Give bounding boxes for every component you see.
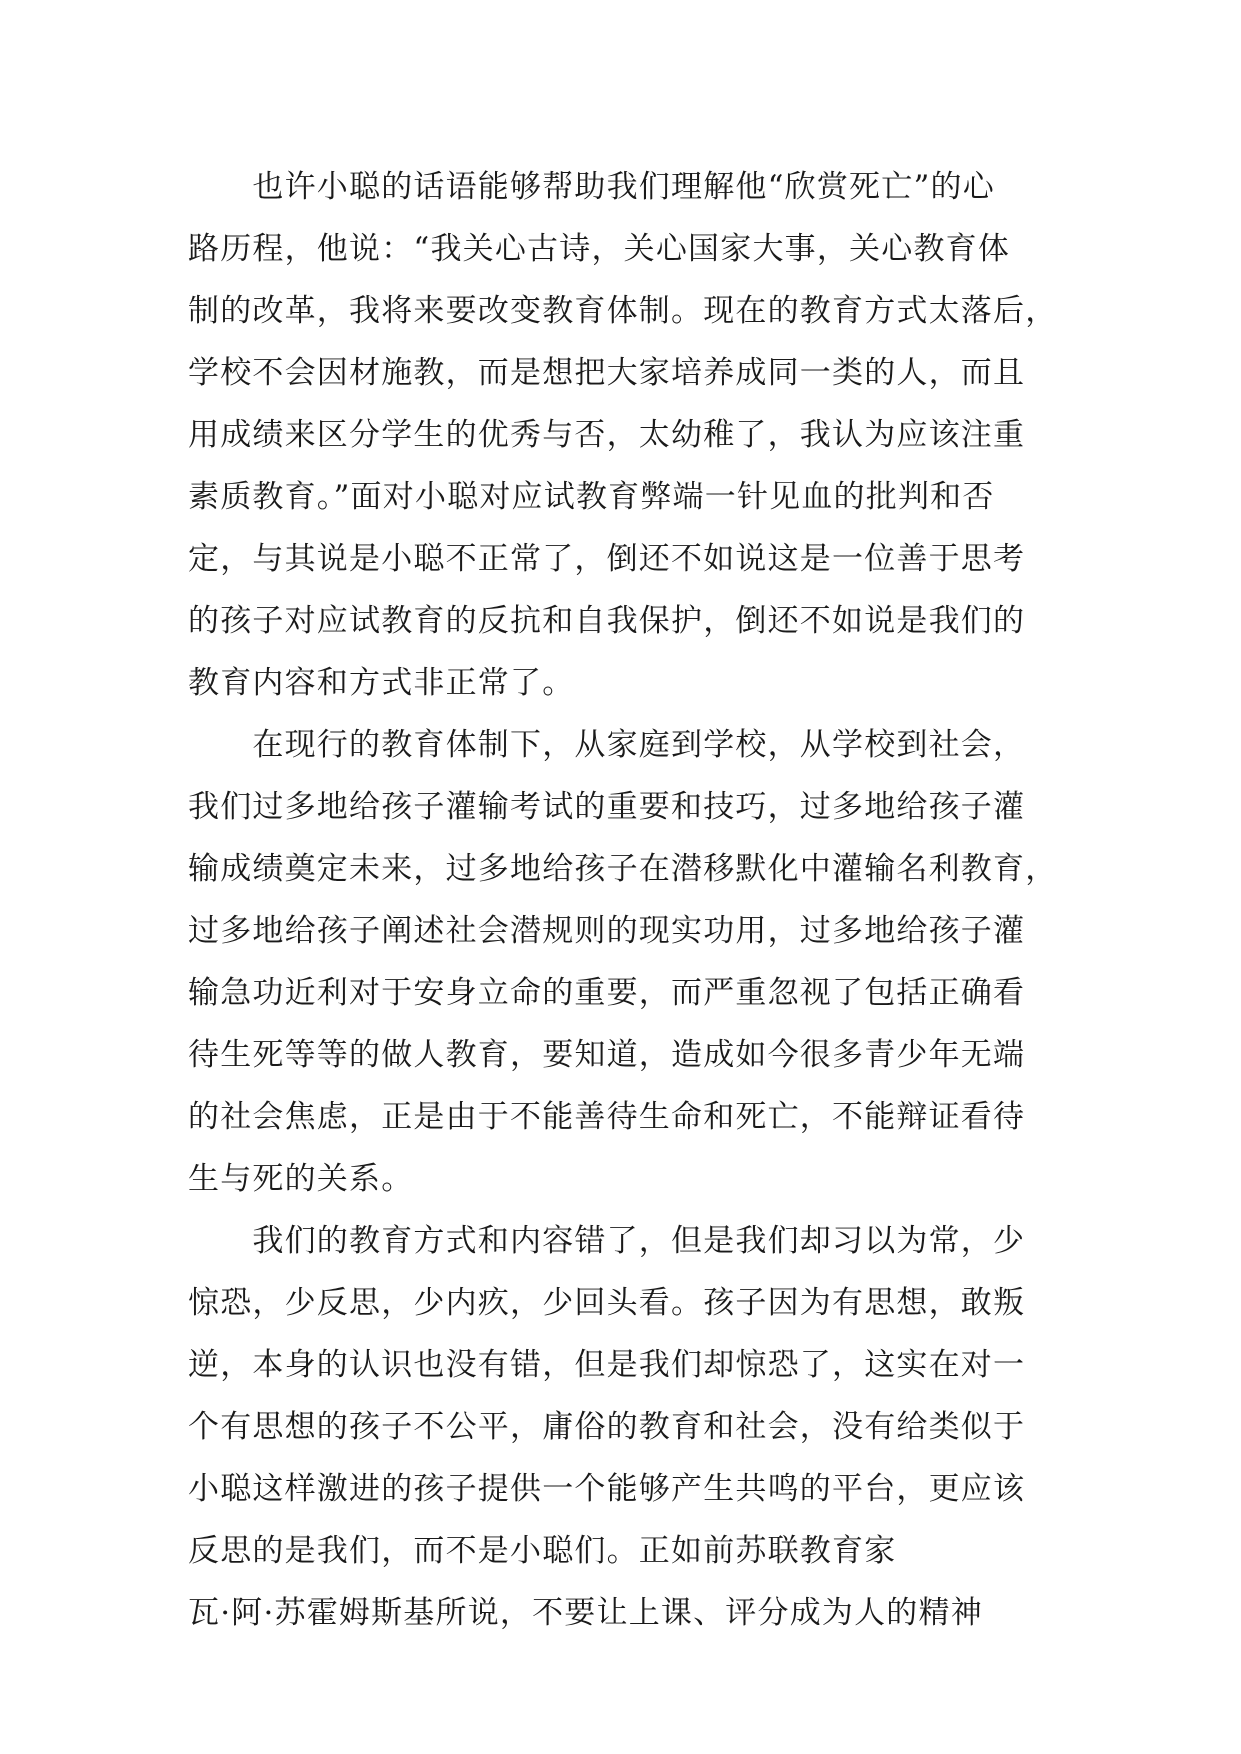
text-line: 输急功近利对于安身立命的重要，而严重忽视了包括正确看 — [188, 975, 1026, 1011]
text-line: 的社会焦虑，正是由于不能善待生命和死亡，不能辩证看待 — [188, 1099, 1026, 1135]
text-line: 过多地给孩子阐述社会潜规则的现实功用，过多地给孩子灌 — [188, 913, 1026, 949]
text-line: 学校不会因材施教，而是想把大家培养成同一类的人，而且 — [188, 355, 1026, 391]
text-line: 用成绩来区分学生的优秀与否，太幼稚了，我认为应该注重 — [188, 417, 1026, 453]
text-line: 个有思想的孩子不公平，庸俗的教育和社会，没有给类似于 — [188, 1409, 1026, 1445]
text-line: 的孩子对应试教育的反抗和自我保护，倒还不如说是我们的 — [188, 603, 1026, 639]
text-line: 瓦·阿·苏霍姆斯基所说，不要让上课、评分成为人的精神 — [188, 1595, 983, 1631]
text-line: 小聪这样激进的孩子提供一个能够产生共鸣的平台，更应该 — [188, 1471, 1026, 1507]
text-line: 路历程，他说：“我关心古诗，关心国家大事，关心教育体 — [188, 231, 1011, 267]
text-line: 惊恐，少反思，少内疚，少回头看。孩子因为有思想，敢叛 — [188, 1285, 1026, 1321]
text-line: 也许小聪的话语能够帮助我们理解他“欣赏死亡”的心 — [188, 169, 995, 205]
text-line: 生与死的关系。 — [188, 1161, 414, 1197]
text-line: 输成绩奠定未来，过多地给孩子在潜移默化中灌输名利教育， — [188, 851, 1058, 887]
text-line: 我们过多地给孩子灌输考试的重要和技巧，过多地给孩子灌 — [188, 789, 1026, 825]
text-line: 教育内容和方式非正常了。 — [188, 665, 575, 701]
text-line: 待生死等等的做人教育，要知道，造成如今很多青少年无端 — [188, 1037, 1026, 1073]
text-line: 定，与其说是小聪不正常了，倒还不如说这是一位善于思考 — [188, 541, 1026, 577]
text-line: 素质教育。”面对小聪对应试教育弊端一针见血的批判和否 — [188, 479, 995, 515]
text-line: 在现行的教育体制下，从家庭到学校，从学校到社会， — [188, 727, 1026, 763]
text-line: 制的改革，我将来要改变教育体制。现在的教育方式太落后， — [188, 293, 1058, 329]
body-text — [188, 156, 1058, 1644]
text-line: 反思的是我们，而不是小聪们。正如前苏联教育家 — [188, 1533, 897, 1569]
text-line: 我们的教育方式和内容错了，但是我们却习以为常，少 — [188, 1223, 1026, 1259]
text-line: 逆，本身的认识也没有错，但是我们却惊恐了，这实在对一 — [188, 1347, 1026, 1383]
